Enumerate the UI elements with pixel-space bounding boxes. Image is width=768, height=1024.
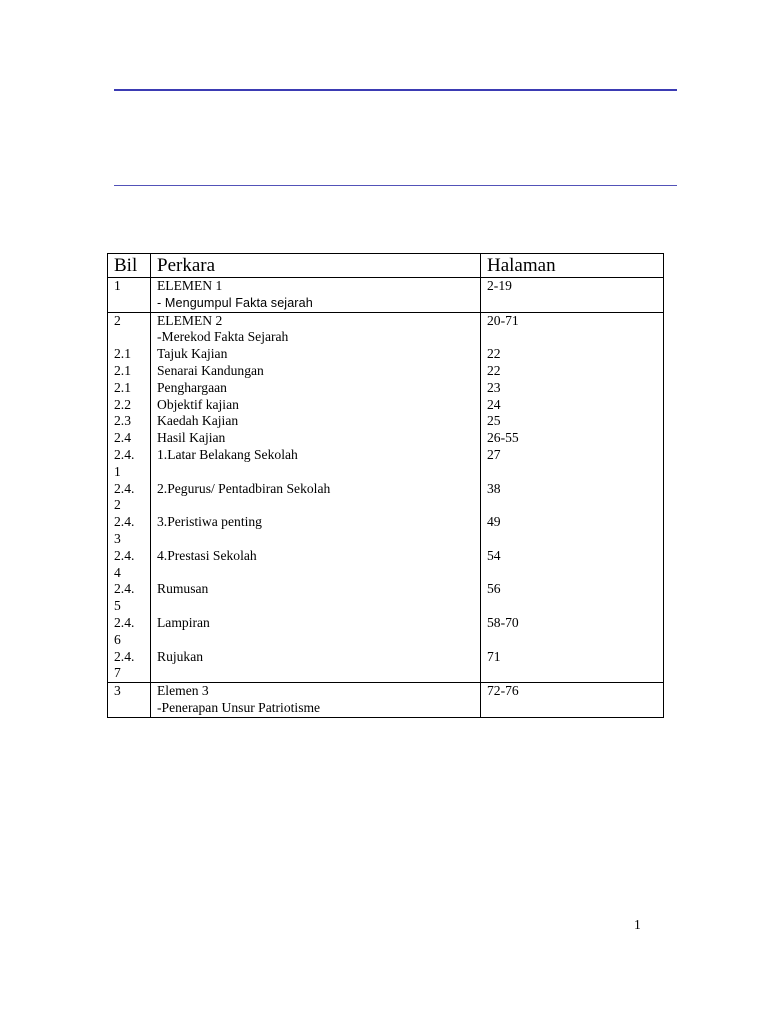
bil-cell (108, 278, 151, 313)
perkara-cell (151, 312, 481, 683)
perkara-line: Rumusan (157, 581, 209, 597)
bil-line: 2.3 (114, 413, 131, 429)
perkara-cell (151, 278, 481, 313)
second-rule (114, 185, 677, 186)
halaman-line: 58-70 (487, 614, 519, 630)
halaman-line (487, 531, 663, 548)
bil-line: 2.4. (114, 547, 135, 563)
perkara-line: 3.Peristiwa penting (157, 514, 262, 530)
bil-line (114, 329, 150, 346)
halaman-line: 22 (487, 346, 501, 362)
halaman-line: 49 (487, 514, 501, 530)
halaman-line (487, 598, 663, 615)
halaman-line: 71 (487, 648, 501, 664)
perkara-line: Elemen 3 (157, 683, 209, 699)
perkara-line (157, 632, 480, 649)
halaman-line: 72-76 (487, 683, 519, 699)
bil-cell (108, 312, 151, 683)
perkara-line: Rujukan (157, 648, 204, 664)
perkara-line (157, 531, 480, 548)
halaman-line: 2-19 (487, 278, 512, 293)
bil-line: 2.4. (114, 446, 135, 462)
table-row (108, 312, 664, 683)
bil-line: 2.2 (114, 396, 131, 412)
halaman-line (487, 464, 663, 481)
perkara-line: Kaedah Kajian (157, 413, 239, 429)
bil-line: 2.4. (114, 614, 135, 630)
header-halaman: Halaman (481, 254, 664, 278)
page-number: 1 (634, 917, 641, 932)
bil-line: 1 (114, 463, 121, 479)
bil-line: 3 (114, 530, 121, 546)
bil-line: 2.1 (114, 379, 131, 395)
halaman-line: 56 (487, 581, 501, 597)
bil-line (114, 295, 150, 312)
bil-line: 2.4. (114, 480, 135, 496)
perkara-line (157, 598, 480, 615)
table-row (108, 278, 664, 313)
perkara-line: -Penerapan Unsur Patriotisme (157, 699, 321, 715)
bil-line: 6 (114, 631, 121, 647)
bil-line: 4 (114, 564, 121, 580)
bil-line: 2.4. (114, 648, 135, 664)
perkara-line: ELEMEN 1 (157, 278, 223, 293)
halaman-cell (481, 312, 664, 683)
perkara-line: 1.Latar Belakang Sekolah (157, 446, 298, 462)
table-header-row (108, 254, 664, 278)
table-row (108, 683, 664, 718)
perkara-line: Objektif kajian (157, 396, 239, 412)
halaman-line (487, 700, 663, 717)
perkara-line: - Mengumpul Fakta sejarah (157, 295, 313, 310)
halaman-cell (481, 683, 664, 718)
bil-line: 2.4. (114, 514, 135, 530)
halaman-line: 24 (487, 396, 501, 412)
top-rule (114, 89, 677, 91)
halaman-line: 27 (487, 446, 501, 462)
perkara-line (157, 565, 480, 582)
perkara-line: Hasil Kajian (157, 430, 226, 446)
halaman-line (487, 497, 663, 514)
table-body (108, 278, 664, 718)
bil-line: 5 (114, 598, 121, 614)
contents-table (107, 253, 664, 718)
halaman-line (487, 329, 663, 346)
bil-line (114, 700, 150, 717)
bil-line: 2 (114, 497, 121, 513)
perkara-line (157, 665, 480, 682)
bil-line: 2.4. (114, 581, 135, 597)
perkara-cell (151, 683, 481, 718)
perkara-line: ELEMEN 2 (157, 312, 223, 328)
bil-line: 2.4 (114, 430, 131, 446)
header-bil: Bil (108, 254, 151, 278)
halaman-line: 20-71 (487, 312, 519, 328)
bil-line: 2 (114, 312, 121, 328)
halaman-line (487, 632, 663, 649)
perkara-line (157, 497, 480, 514)
halaman-line (487, 295, 663, 312)
perkara-line: 2.Pegurus/ Pentadbiran Sekolah (157, 480, 331, 496)
perkara-line: Penghargaan (157, 379, 227, 395)
bil-line: 1 (114, 278, 121, 293)
halaman-line: 25 (487, 413, 501, 429)
bil-line: 7 (114, 665, 121, 681)
bil-line: 3 (114, 683, 121, 699)
perkara-line: 4.Prestasi Sekolah (157, 547, 257, 563)
halaman-line: 23 (487, 379, 501, 395)
halaman-line (487, 665, 663, 682)
halaman-line: 22 (487, 362, 501, 378)
bil-cell (108, 683, 151, 718)
perkara-line (157, 464, 480, 481)
halaman-line: 54 (487, 547, 501, 563)
perkara-line: Tajuk Kajian (157, 346, 228, 362)
perkara-line: -Merekod Fakta Sejarah (157, 329, 289, 345)
perkara-line: Senarai Kandungan (157, 362, 264, 378)
bil-line: 2.1 (114, 362, 131, 378)
header-perkara: Perkara (151, 254, 481, 278)
halaman-line: 38 (487, 480, 501, 496)
perkara-line: Lampiran (157, 614, 210, 630)
halaman-line (487, 565, 663, 582)
bil-line: 2.1 (114, 346, 131, 362)
halaman-cell (481, 278, 664, 313)
halaman-line: 26-55 (487, 430, 519, 446)
